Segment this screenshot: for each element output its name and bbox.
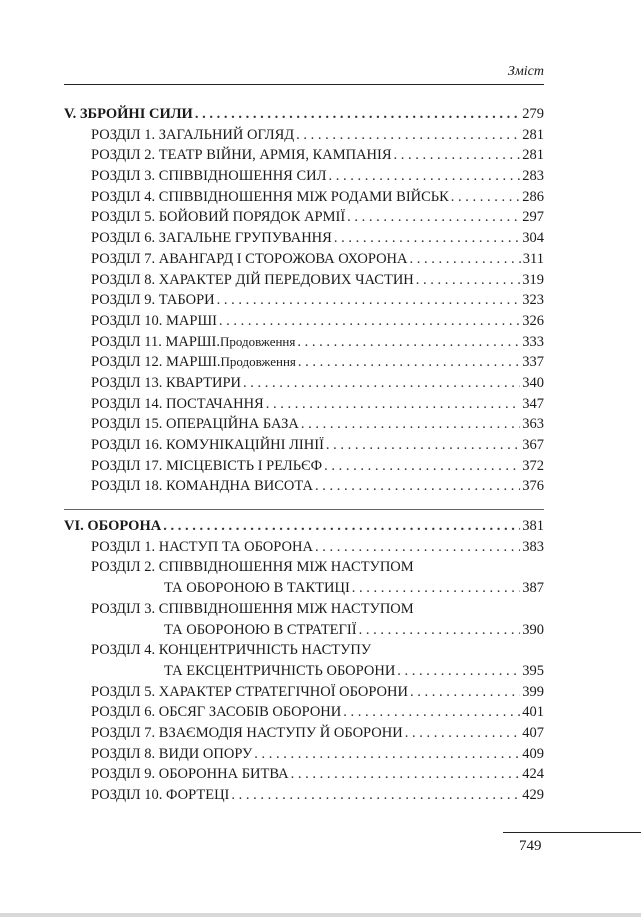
toc-chapter-entry	[64, 207, 544, 228]
toc-entry-title: V. ЗБРОЙНІ СИЛИ	[64, 106, 193, 122]
footer-rule	[503, 832, 641, 833]
dot-leader	[343, 702, 520, 723]
toc-page-number: 383	[522, 538, 544, 555]
toc-entry-title: РОЗДІЛ 10. ФОРТЕЦІ	[91, 787, 230, 803]
toc-part-heading	[64, 516, 544, 537]
toc-entry-title: РОЗДІЛ 16. КОМУНІКАЦІЙНІ ЛІНІЇ	[91, 437, 324, 453]
dot-leader	[195, 104, 520, 125]
toc-page-number: 340	[522, 374, 544, 391]
toc-page-number: 281	[522, 147, 544, 164]
toc-page-number: 337	[522, 354, 544, 371]
toc-page-number: 347	[522, 395, 544, 412]
toc-entry-title: РОЗДІЛ 5. ХАРАКТЕР СТРАТЕГІЧНОЇ ОБОРОНИ	[91, 683, 408, 700]
running-head: Зміст	[507, 64, 544, 79]
toc-entry-title: РОЗДІЛ 5. БОЙОВИЙ ПОРЯДОК АРМІЇ	[91, 209, 346, 226]
dot-leader	[326, 435, 520, 456]
toc-chapter-entry	[64, 332, 544, 353]
toc-entry-note: Продовження	[220, 333, 296, 349]
toc-page-number: 283	[522, 168, 544, 185]
dot-leader	[254, 744, 520, 765]
toc-chapter-entry	[64, 578, 544, 599]
toc-entry-title: РОЗДІЛ 11. МАРШІ.	[91, 333, 220, 350]
toc-page-number: 279	[522, 106, 544, 122]
toc-entry-title: РОЗДІЛ 9. ОБОРОННА БИТВА	[91, 766, 289, 783]
toc-entry-title: РОЗДІЛ 9. ТАБОРИ	[91, 292, 215, 309]
toc-page-number: 399	[522, 683, 544, 700]
toc-chapter-entry	[64, 435, 544, 456]
toc-entry-title: РОЗДІЛ 15. ОПЕРАЦІЙНА БАЗА	[91, 416, 299, 433]
dot-leader	[451, 187, 520, 208]
dot-leader	[324, 456, 520, 477]
dot-leader	[163, 516, 520, 537]
dot-leader	[352, 578, 520, 599]
toc-entry-title: РОЗДІЛ 8. ХАРАКТЕР ДІЙ ПЕРЕДОВИХ ЧАСТИН	[91, 271, 414, 288]
dot-leader	[296, 125, 520, 146]
toc-entry-title: РОЗДІЛ 1. ЗАГАЛЬНИЙ ОГЛЯД	[91, 126, 295, 143]
toc-entry-title: РОЗДІЛ 2. ТЕАТР ВІЙНИ, АРМІЯ, КАМПАНІЯ	[91, 147, 392, 164]
toc-chapter-entry	[64, 476, 544, 497]
toc-chapter-entry	[64, 682, 544, 703]
toc-page-number: 376	[522, 478, 544, 495]
toc-entry-title: РОЗДІЛ 12. МАРШІ.	[91, 354, 221, 371]
toc-page-number: 407	[522, 724, 544, 741]
toc-page-number: 395	[522, 662, 544, 679]
toc-entry-title: РОЗДІЛ 6. ОБСЯГ ЗАСОБІВ ОБОРОНИ	[91, 704, 342, 721]
toc-entry-title: РОЗДІЛ 17. МІСЦЕВІСТЬ І РЕЛЬЄФ	[91, 457, 323, 474]
toc-page-number: 381	[522, 518, 544, 535]
toc-chapter-entry	[64, 125, 544, 146]
toc-chapter-entry	[64, 723, 544, 744]
toc-chapter-entry	[64, 249, 544, 270]
dot-leader	[315, 476, 520, 497]
toc-page-number: 319	[522, 271, 544, 288]
toc-chapter-entry	[64, 764, 544, 785]
toc-chapter-title-line: РОЗДІЛ 4. КОНЦЕНТРИЧНІСТЬ НАСТУПУ	[91, 642, 372, 659]
dot-leader	[291, 764, 521, 785]
toc-chapter-entry	[64, 311, 544, 332]
toc-entry-title: ТА ЕКСЦЕНТРИЧНІСТЬ ОБОРОНИ	[164, 662, 396, 679]
toc-page-number: 326	[522, 312, 544, 329]
toc-page-number: 286	[522, 188, 544, 205]
toc-entry-title: РОЗДІЛ 14. ПОСТАЧАННЯ	[91, 395, 264, 412]
toc-entry-title: РОЗДІЛ 10. МАРШІ	[91, 312, 217, 329]
table-of-contents	[64, 104, 544, 806]
toc-page-number: 409	[522, 745, 544, 762]
toc-chapter-entry	[64, 620, 544, 641]
toc-entry-title: РОЗДІЛ 8. ВИДИ ОПОРУ	[91, 745, 253, 762]
toc-entry-title: ТА ОБОРОНОЮ В СТРАТЕГІЇ	[164, 621, 357, 638]
toc-entry-title: РОЗДІЛ 4. СПІВВІДНОШЕННЯ МІЖ РОДАМИ ВІЙСЬК	[91, 188, 449, 205]
toc-page-number: 304	[522, 230, 544, 247]
page-edge-band	[0, 913, 641, 917]
toc-entry-title: РОЗДІЛ 7. ВЗАЄМОДІЯ НАСТУПУ Й ОБОРОНИ	[91, 724, 403, 741]
dot-leader	[328, 166, 520, 187]
toc-chapter-entry	[64, 228, 544, 249]
dot-leader	[410, 682, 520, 703]
toc-chapter-entry	[64, 166, 544, 187]
toc-entry-note: Продовження	[220, 354, 296, 370]
dot-leader	[217, 290, 521, 311]
dot-leader	[301, 414, 520, 435]
dot-leader	[409, 249, 520, 270]
dot-leader	[416, 270, 520, 291]
dot-leader	[298, 352, 520, 373]
toc-chapter-entry	[64, 145, 544, 166]
toc-entry-title: РОЗДІЛ 7. АВАНГАРД І СТОРОЖОВА ОХОРОНА	[91, 250, 408, 267]
dot-leader	[315, 537, 520, 558]
toc-page-number: 323	[522, 292, 544, 309]
toc-chapter-entry	[64, 744, 544, 765]
dot-leader	[297, 332, 520, 353]
dot-leader	[243, 373, 520, 394]
toc-chapter-title-line: РОЗДІЛ 3. СПІВВІДНОШЕННЯ МІЖ НАСТУПОМ	[91, 600, 414, 617]
toc-page-number: 401	[522, 704, 544, 721]
toc-chapter-entry	[64, 414, 544, 435]
toc-chapter-entry	[64, 456, 544, 477]
toc-page-number: 367	[522, 437, 544, 453]
dot-leader	[405, 723, 521, 744]
dot-leader	[219, 311, 520, 332]
toc-chapter-entry	[64, 352, 544, 373]
dot-leader	[394, 145, 521, 166]
dot-leader	[359, 620, 521, 641]
toc-chapter-entry	[64, 187, 544, 208]
page-number: 749	[519, 838, 542, 854]
toc-entry-title: РОЗДІЛ 6. ЗАГАЛЬНЕ ГРУПУВАННЯ	[91, 230, 332, 247]
toc-page-number: 424	[522, 766, 544, 783]
header-rule	[64, 84, 544, 85]
toc-entry-title: РОЗДІЛ 18. КОМАНДНА ВИСОТА	[91, 478, 313, 495]
dot-leader	[397, 661, 520, 682]
toc-chapter-entry	[64, 373, 544, 394]
toc-entry-title: РОЗДІЛ 13. КВАРТИРИ	[91, 374, 242, 391]
toc-entry-title: РОЗДІЛ 1. НАСТУП ТА ОБОРОНА	[91, 538, 313, 555]
dot-leader	[266, 394, 521, 415]
toc-page-number: 387	[522, 580, 544, 597]
toc-chapter-entry	[64, 702, 544, 723]
toc-entry-title: ТА ОБОРОНОЮ В ТАКТИЦІ	[164, 580, 350, 597]
toc-chapter-title-line: РОЗДІЛ 2. СПІВВІДНОШЕННЯ МІЖ НАСТУПОМ	[91, 559, 414, 576]
toc-page-number: 363	[522, 416, 544, 433]
toc-page-number: 333	[522, 333, 544, 350]
toc-chapter-entry	[64, 785, 544, 806]
toc-chapter-entry	[64, 537, 544, 558]
toc-part-heading	[64, 104, 544, 125]
toc-page-number: 429	[522, 787, 544, 803]
toc-chapter-entry	[64, 290, 544, 311]
toc-page-number: 297	[522, 209, 544, 226]
toc-entry-title: VI. ОБОРОНА	[64, 518, 162, 535]
toc-chapter-entry	[64, 661, 544, 682]
toc-page-number: 372	[522, 457, 544, 474]
toc-chapter-entry	[64, 270, 544, 291]
toc-page-number: 390	[522, 621, 544, 638]
dot-leader	[231, 785, 520, 806]
toc-page-number: 311	[522, 250, 544, 267]
toc-entry-title: РОЗДІЛ 3. СПІВВІДНОШЕННЯ СИЛ	[91, 168, 327, 185]
toc-chapter-entry	[64, 394, 544, 415]
toc-page-number: 281	[522, 126, 544, 143]
dot-leader	[347, 207, 520, 228]
dot-leader	[334, 228, 520, 249]
